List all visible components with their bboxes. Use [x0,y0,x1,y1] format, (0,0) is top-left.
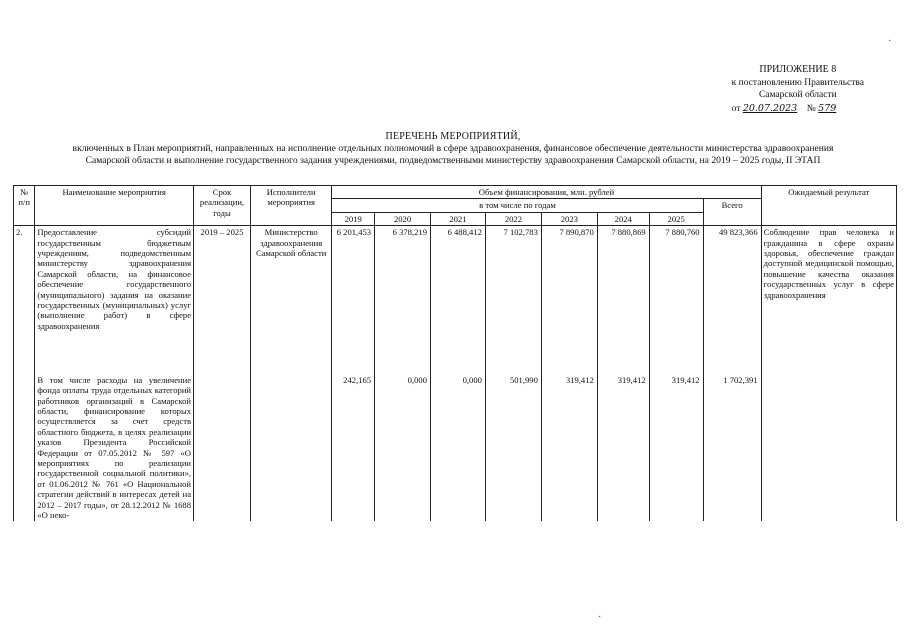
row-total: 1 702,391 [703,374,761,522]
date-prefix: от [731,103,741,114]
appendix-title: ПРИЛОЖЕНИЕ 8 [759,64,837,75]
row-value: 6 201,453 [332,226,375,374]
row-term [194,374,251,522]
scan-speck: · [888,36,892,47]
row-value: 0,000 [431,374,486,522]
header-year: 2022 [485,212,541,225]
appendix-date: 20.07.2023 [742,102,798,114]
row-value: 319,412 [541,374,597,522]
row-term: 2019 – 2025 [194,226,251,374]
header-total: Всего [703,199,761,226]
row-value: 319,412 [597,374,649,522]
header-term: Срок реализации, годы [194,186,251,226]
row-value: 7 880,760 [649,226,703,374]
table-row [14,226,897,374]
row-value: 6 378,219 [375,226,431,374]
appendix-number: 579 [818,102,837,114]
row-value: 6 488,412 [431,226,486,374]
number-prefix: № [806,103,816,114]
row-num [14,374,35,522]
heading-line-1: включенных в План мероприятий, направленных на исполнение отдельных полномочий в сфере здравоохранения, финансовое обеспечение деятельности министерства здравоохранения [72,143,834,154]
row-value: 0,000 [375,374,431,522]
header-by-years: в том числе по годам [332,199,703,212]
table-row [14,374,897,522]
row-value: 319,412 [649,374,703,522]
header-year: 2023 [541,212,597,225]
document-heading [0,131,906,167]
header-result: Ожидаемый результат [761,186,896,226]
header-funding: Объем финансирования, млн. рублей [332,186,761,199]
appendix-signature-line [732,103,864,116]
header-executors: Исполнители мероприятия [250,186,331,226]
header-year: 2021 [431,212,486,225]
header-num: № п/п [14,186,35,226]
scan-speck: · [598,612,602,623]
heading-title: ПЕРЕЧЕНЬ МЕРОПРИЯТИЙ, [385,131,521,142]
row-result: Соблюдение прав человека и гражданина в сфере охраны здоровья, обеспечение граждан доступной медицинской помощью, повышение качества оказания государственных услуг в сфере здравоохранения [761,226,896,374]
row-executor [250,374,331,522]
row-name: Предоставление субсидий государственным бюджетным учреждениям, подведомственным министерству здравоохранения Самарской области, на финансовое обеспечение государственного (муниципального) задания на оказание государственных (муниципальных) услуг (выполнение работ) в сфере здравоохранения [35,226,194,374]
header-name: Наименование мероприятия [35,186,194,226]
appendix-line-1: к постановлению Правительства [731,77,864,88]
appendix-line-2: Самарской области [758,90,837,100]
row-name: В том числе расходы на увеличение фонда оплаты труда отдельных категорий работников организаций в Самарской области, финансирование которых осуществляется за счет средств областного бюджета, в целях реализации указов Президента Российской Федерации от 07.05.2012 № 597 «О мероприятиях по реализации государственной социальной политики», от 01.06.2012 № 761 «О Национальной стратегии действий в интересах детей на 2012 – 2017 годы», от 28.12.2012 № 1688 «О неко- [35,374,194,522]
row-value: 7 880,869 [597,226,649,374]
appendix-block [732,64,864,115]
row-num: 2. [14,226,35,374]
header-year: 2020 [375,212,431,225]
row-value: 242,165 [332,374,375,522]
header-year: 2025 [649,212,703,225]
header-year: 2024 [597,212,649,225]
row-total: 49 823,366 [703,226,761,374]
row-executor: Министерство здравоохранения Самарской области [250,226,331,374]
header-year: 2019 [332,212,375,225]
row-result [761,374,896,522]
row-value: 7 890,870 [541,226,597,374]
heading-line-2: Самарской области и выполнение государственного задания учреждениями, подведомственными министерству здравоохранения Самарской области, на 2019 – 2025 годы, II ЭТАП [85,155,821,166]
activities-table [13,185,897,521]
row-value: 501,990 [485,374,541,522]
row-value: 7 102,783 [485,226,541,374]
